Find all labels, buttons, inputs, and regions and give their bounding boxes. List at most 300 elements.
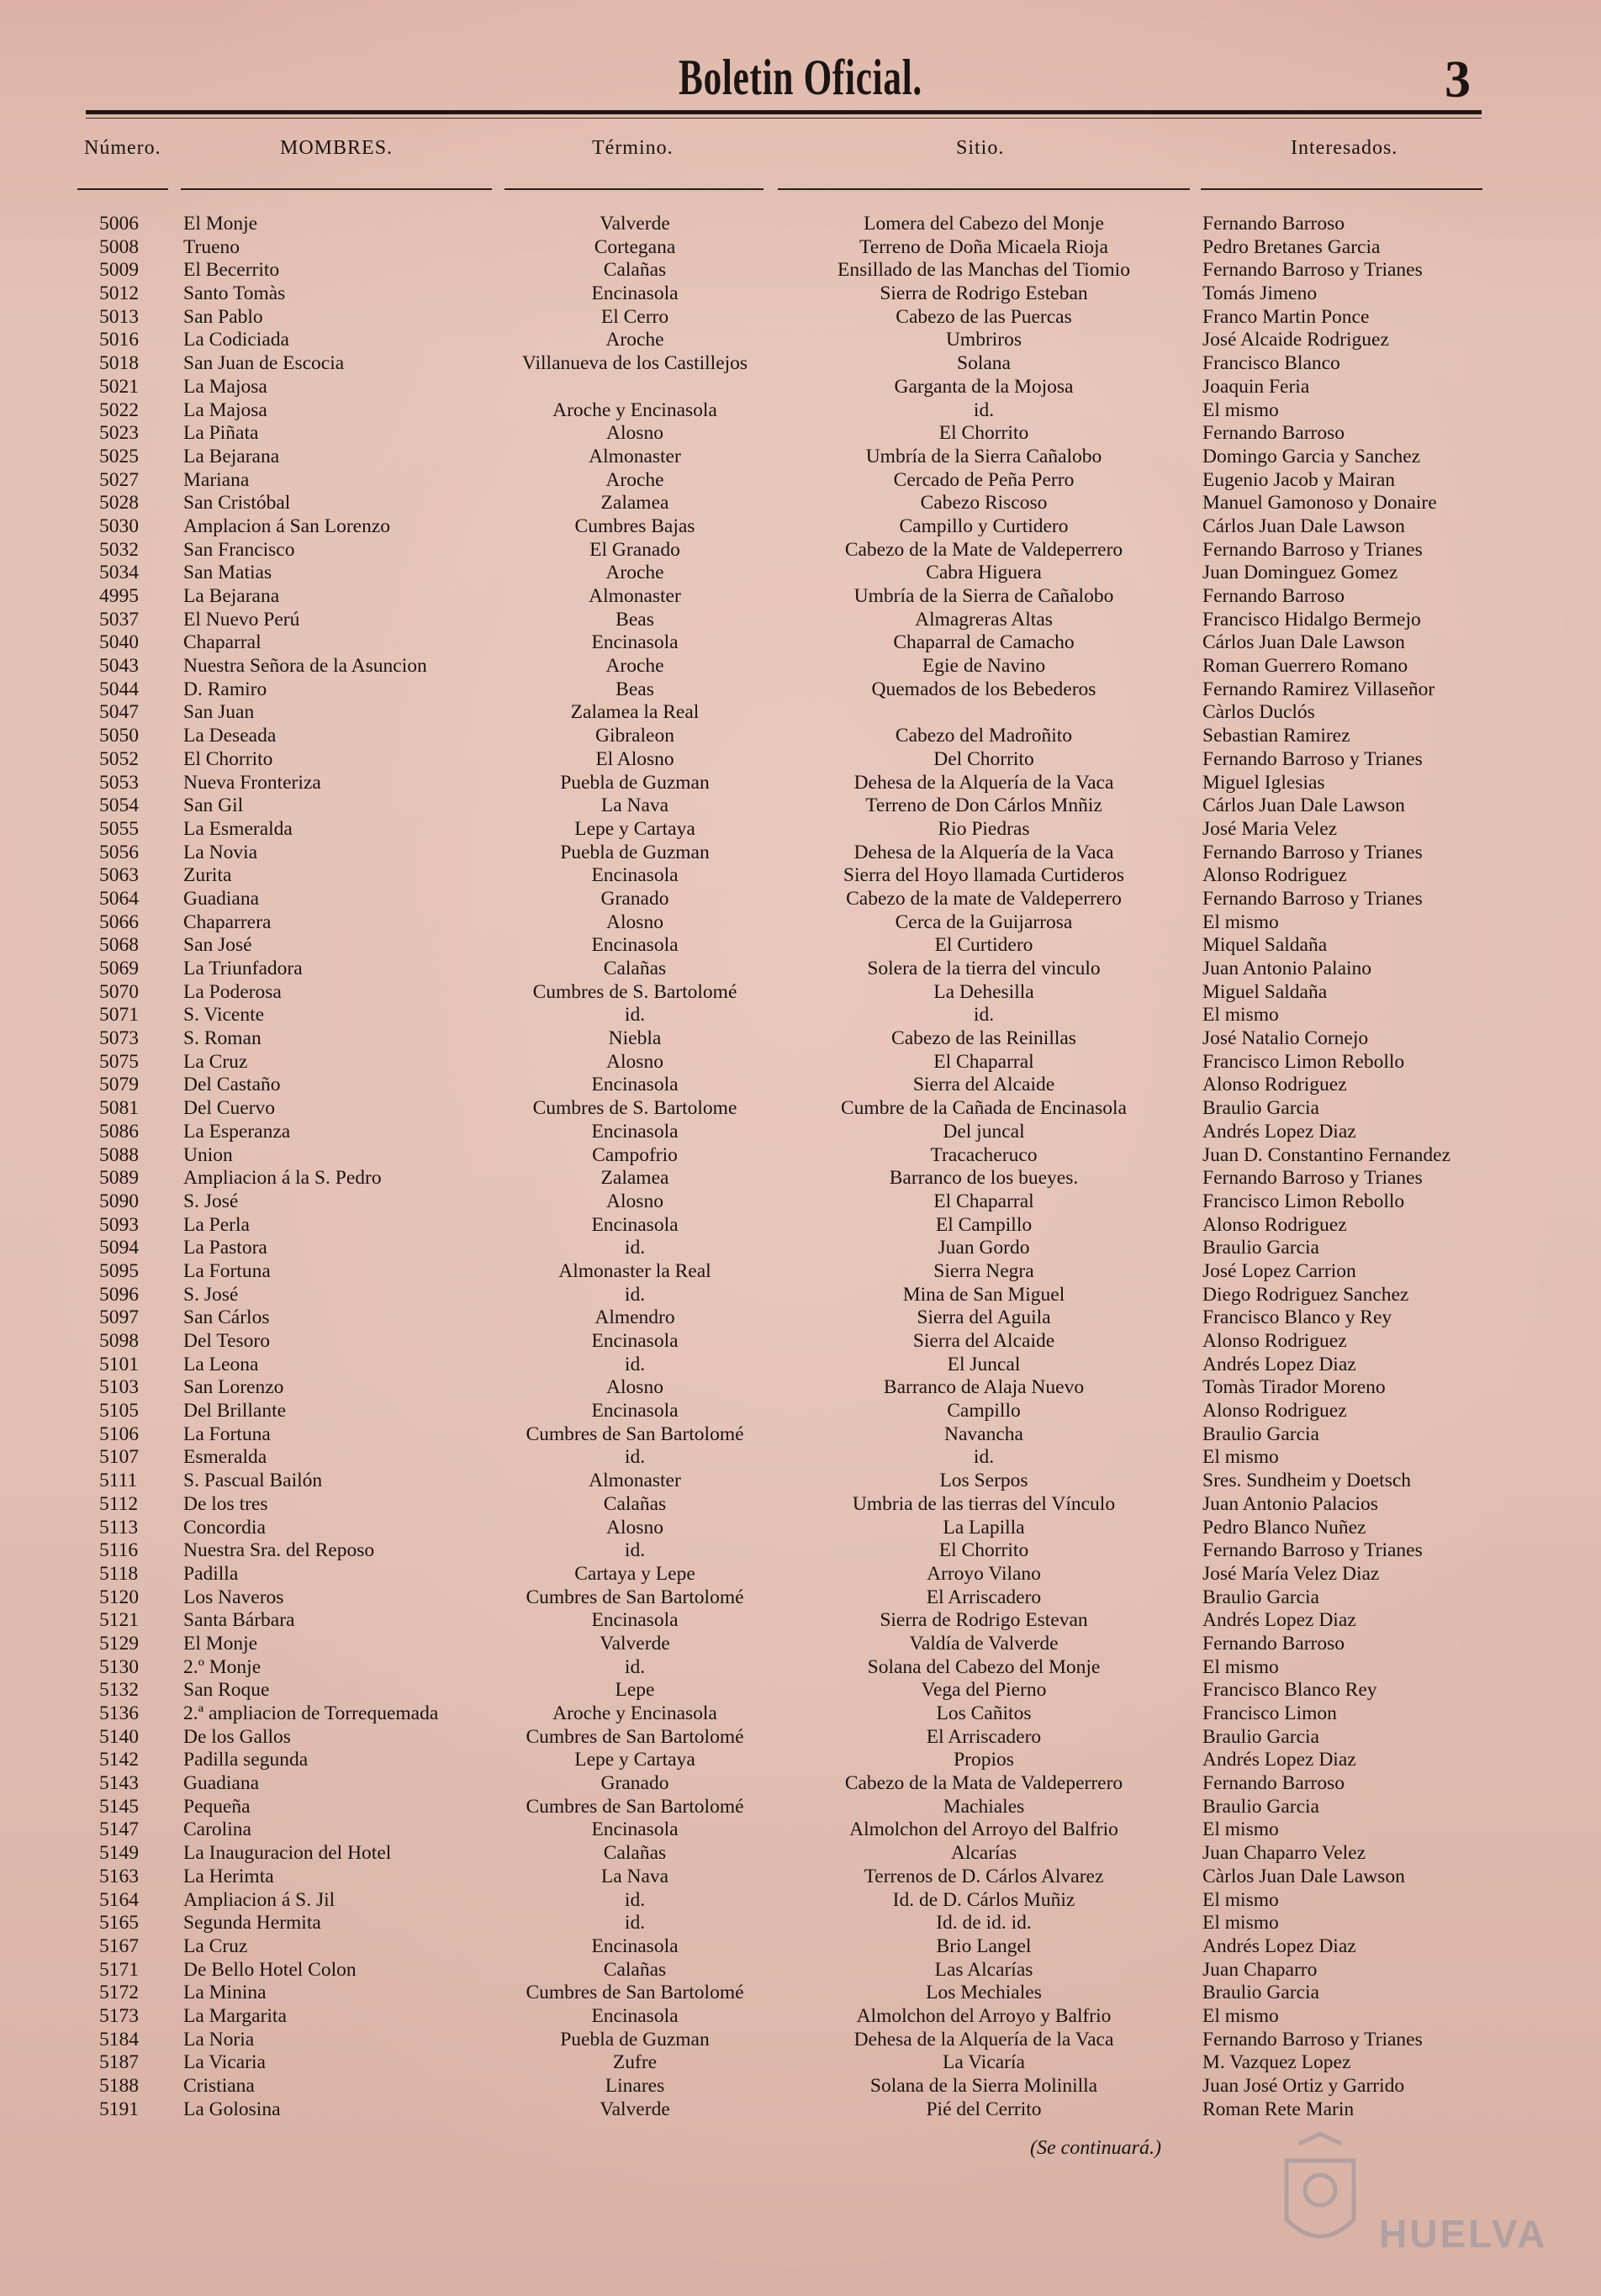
claim-termino: Encinasola xyxy=(591,282,679,305)
claim-interesados: Juan Chaparro xyxy=(1202,1958,1318,1981)
claim-sitio: Valdía de Valverde xyxy=(909,1632,1059,1655)
claim-termino: Zalamea xyxy=(600,492,669,515)
table-row xyxy=(0,1818,1601,1842)
claim-interesados: Alonso Rodriguez xyxy=(1202,864,1347,887)
claim-number: 5054 xyxy=(99,794,139,817)
table-row xyxy=(0,1842,1601,1866)
claim-sitio: Sierra del Aguila xyxy=(917,1306,1051,1329)
claim-number: 5040 xyxy=(99,631,139,654)
claim-interesados: Alonso Rodriguez xyxy=(1202,1074,1347,1096)
claim-name: Union xyxy=(183,1143,233,1166)
claim-number: 5063 xyxy=(99,864,139,887)
claim-number: 5009 xyxy=(99,259,139,282)
claim-number: 5043 xyxy=(99,655,139,678)
table-row xyxy=(0,1772,1601,1796)
claim-name: El Becerrito xyxy=(183,259,280,282)
claim-termino: id. xyxy=(624,1004,646,1027)
table-row xyxy=(0,1517,1601,1540)
claim-number: 5073 xyxy=(99,1027,139,1050)
claim-sitio: Tracacheruco xyxy=(930,1143,1038,1166)
claim-name: La Bejarana xyxy=(183,585,280,607)
claim-number: 5052 xyxy=(99,747,139,770)
claim-name: San Matias xyxy=(183,562,272,584)
claim-sitio: id. xyxy=(973,1446,995,1469)
claim-sitio: La Vicaría xyxy=(943,2051,1025,2074)
claim-name: San Juan de Escocia xyxy=(183,352,345,375)
table-row xyxy=(0,1330,1601,1354)
claim-number: 5106 xyxy=(99,1422,139,1445)
table-row xyxy=(0,2098,1601,2122)
claim-number: 5112 xyxy=(99,1492,139,1515)
table-row xyxy=(0,1097,1601,1121)
claim-termino: Granado xyxy=(600,887,669,910)
table-row xyxy=(0,1563,1601,1586)
claim-interesados: Miguel Iglesias xyxy=(1202,771,1325,794)
table-row xyxy=(0,2029,1601,2052)
claim-number: 5070 xyxy=(99,980,139,1003)
claim-name: San Roque xyxy=(183,1679,270,1702)
claim-name: Santa Bárbara xyxy=(183,1609,295,1632)
claim-name: 2.º Monje xyxy=(183,1655,262,1678)
claim-sitio: Cercado de Peña Perro xyxy=(893,468,1075,491)
claim-termino: Cumbres de San Bartolomé xyxy=(526,1422,744,1445)
table-row xyxy=(0,376,1601,399)
table-row xyxy=(0,1470,1601,1493)
claim-interesados: Francisco Blanco xyxy=(1202,352,1340,375)
claim-name: La Esperanza xyxy=(183,1120,291,1143)
claim-name: Trueno xyxy=(183,235,240,258)
claim-termino: Encinasola xyxy=(591,864,679,887)
claim-termino: Granado xyxy=(600,1772,669,1795)
claim-number: 5136 xyxy=(99,1702,139,1724)
claim-termino: Almonaster xyxy=(589,1470,681,1492)
claim-sitio: Mina de San Miguel xyxy=(902,1283,1065,1306)
table-row xyxy=(0,794,1601,818)
claim-name: La Inauguracion del Hotel xyxy=(183,1842,392,1865)
table-row xyxy=(0,1679,1601,1702)
table-row xyxy=(0,515,1601,539)
claim-number: 5103 xyxy=(99,1376,139,1399)
claim-interesados: Fernando Barroso xyxy=(1202,213,1345,235)
claim-interesados: Fernando Barroso xyxy=(1202,585,1345,607)
column-header-termino: Término. xyxy=(592,137,674,159)
claim-name: La Novia xyxy=(183,841,258,863)
claim-sitio: Solana xyxy=(957,352,1011,375)
claim-termino: Cumbres de S. Bartolome xyxy=(532,1097,737,1120)
claim-termino: Cumbres de S. Bartolomé xyxy=(532,980,737,1003)
claim-sitio: Cabra Higuera xyxy=(926,562,1042,584)
claim-interesados: Andrés Lopez Diaz xyxy=(1202,1120,1356,1143)
claim-sitio: El Campillo xyxy=(935,1213,1033,1236)
claim-sitio: id. xyxy=(973,1004,995,1027)
claim-sitio: Sierra de Rodrigo Estevan xyxy=(880,1609,1088,1632)
claim-name: La Pastora xyxy=(183,1237,267,1259)
claim-number: 5097 xyxy=(99,1306,139,1329)
claim-termino: Aroche y Encinasola xyxy=(552,1702,717,1724)
table-row xyxy=(0,1074,1601,1097)
table-row xyxy=(0,492,1601,515)
claim-interesados: Tomàs Tirador Moreno xyxy=(1202,1376,1386,1399)
table-row xyxy=(0,539,1601,562)
claim-number: 5012 xyxy=(99,282,139,305)
header-rule xyxy=(86,110,1482,114)
table-row xyxy=(0,934,1601,958)
claim-name: Chaparrera xyxy=(183,910,272,933)
claim-sitio: El Curtidero xyxy=(934,934,1033,957)
claim-sitio: Campillo y Curtidero xyxy=(899,515,1069,537)
claim-number: 5022 xyxy=(99,399,139,421)
claim-number: 5184 xyxy=(99,2028,139,2051)
claim-name: El Chorrito xyxy=(183,747,273,770)
claim-termino: id. xyxy=(624,1912,646,1934)
table-row xyxy=(0,1912,1601,1935)
claim-termino: Cumbres de San Bartolomé xyxy=(526,1982,744,2004)
claim-sitio: Sierra de Rodrigo Esteban xyxy=(880,282,1088,305)
table-row xyxy=(0,282,1601,306)
claim-termino: El Alosno xyxy=(595,747,674,770)
claim-name: San Cárlos xyxy=(183,1306,270,1329)
claim-name: Segunda Hermita xyxy=(183,1912,321,1934)
claim-interesados: Francisco Limon Rebollo xyxy=(1202,1050,1405,1073)
table-row xyxy=(0,1866,1601,1889)
claim-sitio: Los Serpos xyxy=(939,1470,1028,1492)
claim-number: 5130 xyxy=(99,1655,139,1678)
claim-name: La Codiciada xyxy=(183,329,289,351)
claim-interesados: Fernando Barroso y Trianes xyxy=(1202,841,1423,863)
claim-termino: Alosno xyxy=(606,422,663,445)
claim-name: 2.ª ampliacion de Torrequemada xyxy=(183,1702,439,1724)
claim-name: La Leona xyxy=(183,1353,259,1375)
claim-number: 5030 xyxy=(99,515,139,537)
claim-name: Ampliacion á S. Jil xyxy=(183,1888,336,1911)
claim-termino: Cumbres de San Bartolomé xyxy=(526,1725,744,1748)
claim-sitio: Sierra Negra xyxy=(933,1259,1034,1282)
table-row xyxy=(0,585,1601,609)
claim-name: El Nuevo Perú xyxy=(183,608,300,631)
claim-number: 5107 xyxy=(99,1446,139,1469)
claim-name: Nuestra Señora de la Asuncion xyxy=(183,655,427,678)
claim-termino: Almonaster xyxy=(589,445,681,467)
claim-number: 5089 xyxy=(99,1167,139,1190)
claim-termino: Calañas xyxy=(603,1842,667,1865)
claim-number: 5027 xyxy=(99,468,139,491)
claim-interesados: Sebastian Ramirez xyxy=(1202,725,1350,747)
claim-termino: Calañas xyxy=(603,958,667,979)
claim-termino: Aroche xyxy=(605,468,664,491)
claim-number: 5032 xyxy=(99,538,139,561)
claim-number: 5132 xyxy=(99,1679,139,1702)
claim-number: 5018 xyxy=(99,352,139,375)
claim-interesados: Cárlos Juan Dale Lawson xyxy=(1202,631,1405,654)
claim-termino: Gibraleon xyxy=(595,725,674,747)
claim-name: Nuestra Sra. del Reposo xyxy=(183,1539,375,1562)
claim-number: 5056 xyxy=(99,841,139,863)
claim-number: 5028 xyxy=(99,492,139,515)
claim-sitio: Dehesa de la Alquería de la Vaca xyxy=(853,2028,1114,2051)
claim-termino: Alosno xyxy=(606,1376,663,1399)
claim-number: 5118 xyxy=(99,1562,139,1585)
claim-termino: Cumbres de San Bartolomé xyxy=(526,1795,744,1818)
claim-sitio: Vega del Pierno xyxy=(921,1679,1047,1702)
table-row xyxy=(0,1539,1601,1563)
claim-name: La Fortuna xyxy=(183,1259,271,1282)
claim-sitio: Chaparral de Camacho xyxy=(893,631,1075,654)
table-row xyxy=(0,1656,1601,1680)
claim-sitio: Lomera del Cabezo del Monje xyxy=(864,213,1104,235)
claim-termino: Alosno xyxy=(606,910,663,933)
claim-name: Nueva Fronteriza xyxy=(183,771,321,794)
claim-number: 5098 xyxy=(99,1330,139,1352)
table-row xyxy=(0,1400,1601,1423)
table-row xyxy=(0,1051,1601,1074)
claim-sitio: Umbría de la Sierra Cañalobo xyxy=(865,445,1102,467)
table-row xyxy=(0,1190,1601,1214)
claim-sitio: Brio Langel xyxy=(936,1934,1032,1957)
claim-sitio: Dehesa de la Alquería de la Vaca xyxy=(853,771,1114,794)
claim-sitio: Almolchon del Arroyo y Balfrio xyxy=(856,2004,1112,2027)
table-row xyxy=(0,306,1601,330)
claim-interesados: El mismo xyxy=(1202,1888,1279,1911)
claim-name: De los tres xyxy=(183,1492,268,1515)
column-rule xyxy=(505,188,764,190)
claim-termino: Aroche xyxy=(605,562,664,584)
claim-termino: Encinasola xyxy=(591,1074,679,1096)
claim-interesados: Andrés Lopez Diaz xyxy=(1202,1934,1356,1957)
table-row xyxy=(0,1376,1601,1400)
claim-interesados: Fernando Barroso xyxy=(1202,1772,1345,1795)
claim-sitio: Rio Piedras xyxy=(938,817,1030,840)
claim-number: 5016 xyxy=(99,329,139,351)
claim-number: 5053 xyxy=(99,771,139,794)
claim-interesados: Francisco Blanco y Rey xyxy=(1202,1306,1392,1329)
claim-interesados: Braulio Garcia xyxy=(1202,1586,1319,1608)
table-row xyxy=(0,772,1601,795)
claim-name: El Monje xyxy=(183,1632,258,1655)
claim-interesados: Miguel Saldaña xyxy=(1202,980,1328,1003)
claim-sitio: Juan Gordo xyxy=(938,1237,1030,1259)
claim-termino: Villanueva de los Castillejos xyxy=(521,352,748,375)
claim-sitio: Cabezo de la Mate de Valdeperrero xyxy=(844,538,1123,561)
claim-termino: Alosno xyxy=(606,1516,663,1539)
claim-sitio: Solana del Cabezo del Monje xyxy=(867,1655,1101,1678)
claim-interesados: Fernando Barroso y Trianes xyxy=(1202,1539,1423,1562)
claim-number: 5050 xyxy=(99,725,139,747)
page-title: Boletin Oficial. xyxy=(679,50,922,105)
table-row xyxy=(0,701,1601,725)
column-rule xyxy=(77,188,168,190)
claim-name: Del Tesoro xyxy=(183,1330,270,1352)
claim-number: 5167 xyxy=(99,1934,139,1957)
claim-interesados: El mismo xyxy=(1202,910,1279,933)
claim-number: 5094 xyxy=(99,1237,139,1259)
claim-sitio: El Chorrito xyxy=(938,422,1029,445)
claim-number: 5071 xyxy=(99,1004,139,1027)
claim-interesados: Cárlos Juan Dale Lawson xyxy=(1202,515,1405,537)
claim-termino: Cartaya y Lepe xyxy=(574,1562,695,1585)
claim-termino: Calañas xyxy=(603,1492,667,1515)
claim-termino: El Granado xyxy=(589,538,680,561)
claim-termino: Puebla de Guzman xyxy=(560,2028,710,2051)
claim-interesados: Càrlos Duclós xyxy=(1202,701,1315,724)
table-row xyxy=(0,399,1601,423)
claim-interesados: Roman Guerrero Romano xyxy=(1202,655,1408,678)
claim-termino: Aroche xyxy=(605,329,664,351)
claim-termino: id. xyxy=(624,1539,646,1562)
claim-name: Concordia xyxy=(183,1516,266,1539)
claim-name: Del Brillante xyxy=(183,1400,287,1422)
claim-sitio: Machiales xyxy=(943,1795,1025,1818)
claim-number: 5066 xyxy=(99,910,139,933)
table-row xyxy=(0,888,1601,911)
claim-interesados: Fernando Barroso y Trianes xyxy=(1202,538,1423,561)
table-row xyxy=(0,1237,1601,1260)
claim-name: De Bello Hotel Colon xyxy=(183,1958,357,1981)
claim-termino: Aroche xyxy=(605,655,664,678)
claim-number: 5140 xyxy=(99,1725,139,1748)
claim-number: 5105 xyxy=(99,1400,139,1422)
claim-interesados: Tomás Jimeno xyxy=(1202,282,1318,305)
claim-sitio: Sierra del Alcaide xyxy=(912,1330,1055,1352)
claim-termino: Campofrio xyxy=(592,1143,678,1166)
claim-sitio: Cumbre de la Cañada de Encinasola xyxy=(841,1097,1127,1120)
table-row xyxy=(0,1167,1601,1190)
claim-termino: Almonaster xyxy=(589,585,681,607)
table-row xyxy=(0,1354,1601,1377)
claim-sitio: Id. de id. id. xyxy=(936,1912,1032,1934)
claim-name: Guadiana xyxy=(183,887,260,910)
claim-sitio: El Chaparral xyxy=(933,1050,1034,1073)
claim-sitio: Propios xyxy=(954,1749,1014,1771)
claim-interesados: Andrés Lopez Diaz xyxy=(1202,1609,1356,1632)
watermark-text: HUELVA xyxy=(1379,2212,1548,2256)
claim-interesados: Alonso Rodriguez xyxy=(1202,1330,1347,1352)
table-row xyxy=(0,2075,1601,2098)
table-row xyxy=(0,352,1601,376)
claim-name: Guadiana xyxy=(183,1772,260,1795)
claim-termino: Lepe y Cartaya xyxy=(574,817,695,840)
claim-name: D. Ramiro xyxy=(183,678,267,700)
claim-number: 5013 xyxy=(99,305,139,328)
claim-termino: Encinasola xyxy=(591,1213,679,1236)
claim-number: 5008 xyxy=(99,235,139,258)
claim-interesados: Alonso Rodriguez xyxy=(1202,1400,1347,1422)
table-row xyxy=(0,1027,1601,1051)
claim-interesados: El mismo xyxy=(1202,399,1279,421)
claim-name: La Cruz xyxy=(183,1050,248,1073)
claim-sitio: Las Alcarías xyxy=(934,1958,1033,1981)
claim-termino: La Nava xyxy=(600,1865,669,1887)
claim-name: La Golosina xyxy=(183,2098,281,2120)
claim-interesados: Alonso Rodriguez xyxy=(1202,1213,1347,1236)
claim-number: 5006 xyxy=(99,213,139,235)
table-row xyxy=(0,1726,1601,1750)
claim-sitio: Terreno de Doña Micaela Rioja xyxy=(859,235,1108,258)
claim-interesados: Juan José Ortiz y Garrido xyxy=(1202,2075,1405,2097)
claim-number: 5111 xyxy=(99,1470,138,1492)
claim-termino: Cumbres de San Bartolomé xyxy=(526,1586,744,1608)
claim-number: 5163 xyxy=(99,1865,139,1887)
claim-termino: Puebla de Guzman xyxy=(560,841,710,863)
claim-sitio: Quemados de los Bebederos xyxy=(871,678,1096,700)
table-row xyxy=(0,1144,1601,1168)
claim-termino: Encinasola xyxy=(591,1818,679,1841)
claim-termino: El Cerro xyxy=(600,305,669,328)
claim-sitio: Solera de la tierra del vinculo xyxy=(867,958,1101,979)
claim-interesados: Fernando Barroso y Trianes xyxy=(1202,887,1423,910)
claim-interesados: Fernando Barroso y Trianes xyxy=(1202,259,1423,282)
column-header-sitio: Sitio. xyxy=(956,137,1005,159)
claim-termino: Valverde xyxy=(600,1632,670,1655)
claim-interesados: Fernando Barroso y Trianes xyxy=(1202,1167,1423,1190)
claim-number: 5096 xyxy=(99,1283,139,1306)
claim-termino: La Nava xyxy=(600,794,669,817)
claim-name: Padilla segunda xyxy=(183,1749,309,1771)
claim-interesados: Càrlos Juan Dale Lawson xyxy=(1202,1865,1405,1887)
claim-name: La Esmeralda xyxy=(183,817,293,840)
claim-interesados: Franco Martin Ponce xyxy=(1202,305,1370,328)
claim-name: Esmeralda xyxy=(183,1446,267,1469)
table-row xyxy=(0,1446,1601,1470)
claim-termino: Encinasola xyxy=(591,2004,679,2027)
claim-sitio: Barranco de Alaja Nuevo xyxy=(883,1376,1085,1399)
claim-termino: Niebla xyxy=(608,1027,662,1050)
claim-sitio: Cerca de la Guijarrosa xyxy=(895,910,1073,933)
claim-name: Carolina xyxy=(183,1818,251,1841)
claim-number: 5113 xyxy=(99,1516,139,1539)
claim-termino: Encinasola xyxy=(591,1330,679,1352)
column-header-numero: Número. xyxy=(84,137,161,159)
claim-name: San Lorenzo xyxy=(183,1376,284,1399)
claim-name: La Triunfadora xyxy=(183,958,303,979)
claim-sitio: Alcarías xyxy=(950,1842,1017,1865)
claim-termino: Valverde xyxy=(600,213,670,235)
claim-interesados: José Natalio Cornejo xyxy=(1202,1027,1369,1050)
claim-interesados: Juan Antonio Palacios xyxy=(1202,1492,1378,1515)
claim-name: S. José xyxy=(183,1190,239,1212)
table-row xyxy=(0,2051,1601,2075)
table-row xyxy=(0,1586,1601,1610)
claim-sitio: Umbriros xyxy=(945,329,1022,351)
table-row xyxy=(0,1633,1601,1656)
table-row xyxy=(0,2005,1601,2029)
claim-sitio: El Arriscadero xyxy=(926,1586,1042,1608)
claim-termino: id. xyxy=(624,1353,646,1375)
claim-interesados: Juan Dominguez Gomez xyxy=(1202,562,1398,584)
claim-sitio: Terrenos de D. Cárlos Alvarez xyxy=(864,1865,1104,1887)
claim-interesados: Joaquin Feria xyxy=(1202,375,1310,398)
claim-interesados: Pedro Bretanes Garcia xyxy=(1202,235,1381,258)
claim-number: 5088 xyxy=(99,1143,139,1166)
claim-sitio: El Chaparral xyxy=(933,1190,1034,1212)
table-row xyxy=(0,725,1601,748)
claim-interesados: Manuel Gamonoso y Donaire xyxy=(1202,492,1437,515)
table-row xyxy=(0,1749,1601,1772)
claim-termino: Calañas xyxy=(603,259,667,282)
claim-sitio: Navancha xyxy=(944,1422,1023,1445)
claim-name: San Pablo xyxy=(183,305,263,328)
claim-number: 5145 xyxy=(99,1795,139,1818)
claim-name: Mariana xyxy=(183,468,250,491)
claim-number: 5075 xyxy=(99,1050,139,1073)
claim-name: La Majosa xyxy=(183,399,267,421)
claim-termino: Cortegana xyxy=(594,235,676,258)
claim-interesados: Francisco Hidalgo Bermejo xyxy=(1202,608,1421,631)
claim-name: La Herimta xyxy=(183,1865,274,1887)
claim-interesados: Braulio Garcia xyxy=(1202,1725,1319,1748)
claim-name: San Cristóbal xyxy=(183,492,291,515)
claim-name: La Perla xyxy=(183,1213,250,1236)
claim-termino: Alosno xyxy=(606,1190,663,1212)
